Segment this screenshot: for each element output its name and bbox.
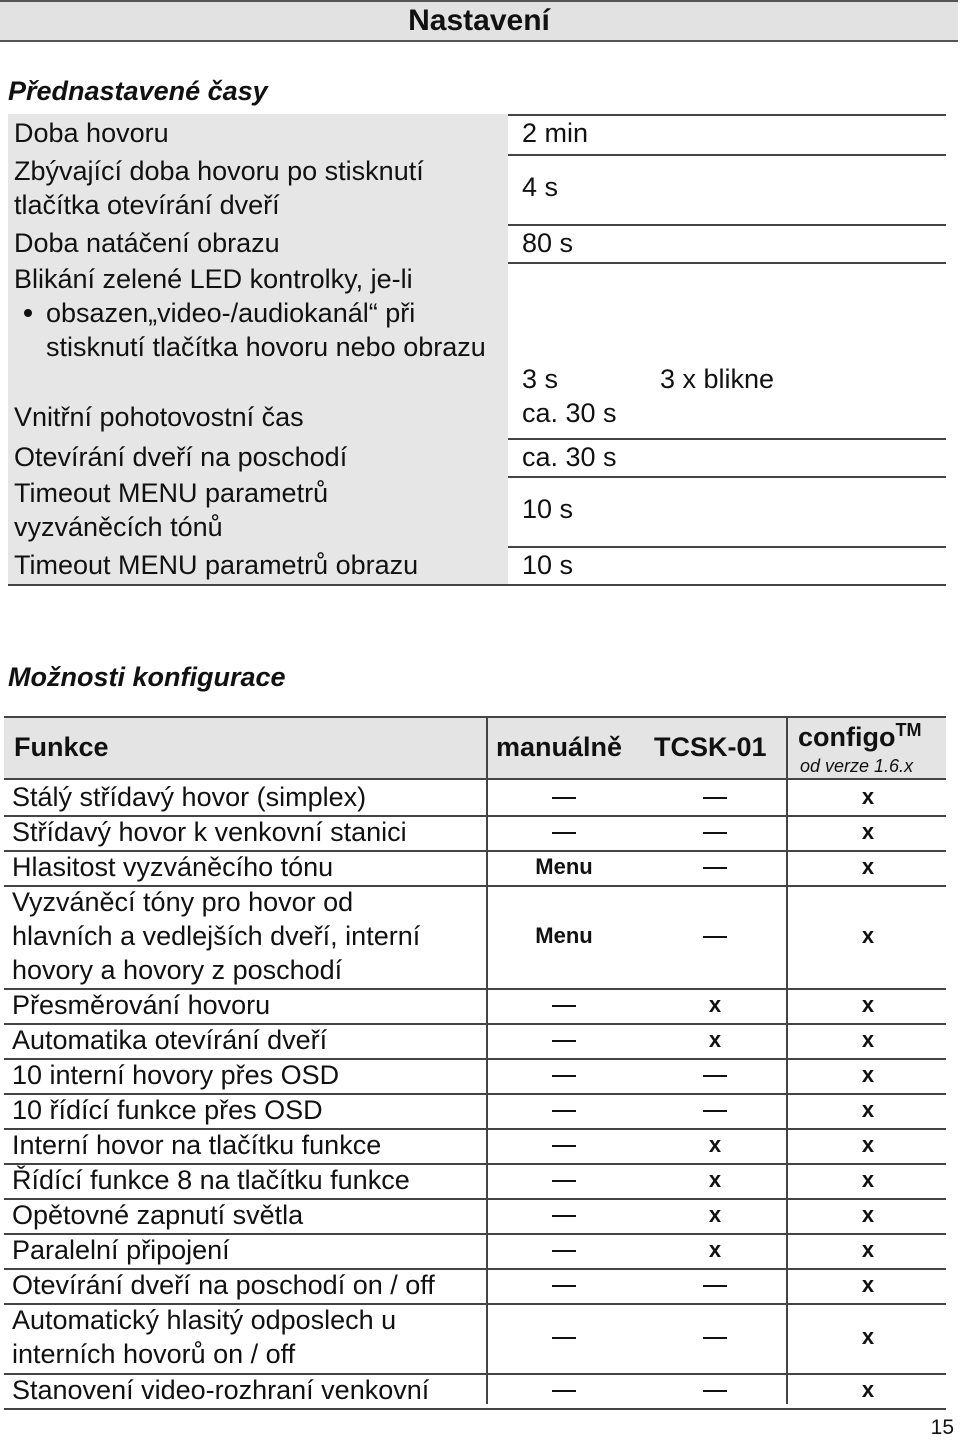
- manual-dash: [552, 1250, 576, 1252]
- tcsk-value: x: [708, 1201, 722, 1227]
- row-label-line: Timeout MENU parametrů: [14, 478, 329, 508]
- tcsk-dash: [703, 797, 727, 799]
- trademark-mark: TM: [895, 720, 922, 740]
- configuration-table: [4, 716, 946, 1404]
- row-label-line: vyzváněcích tónů: [14, 512, 223, 542]
- tcsk-dash: [703, 1337, 727, 1339]
- page-number: 15: [930, 1416, 954, 1439]
- table-row: [8, 398, 946, 440]
- header-configo: [798, 720, 921, 753]
- row-label: [12, 1058, 339, 1092]
- row-label: [12, 988, 270, 1022]
- table-row: [4, 988, 946, 1025]
- configo-value: x: [861, 922, 875, 948]
- row-label-line: 10 řídící funkce přes OSD: [12, 1095, 323, 1125]
- row-label-line: [14, 296, 504, 330]
- tcsk-dash: [703, 1075, 727, 1077]
- row-label: [14, 116, 504, 150]
- row-value: ca. 30 s: [522, 398, 617, 428]
- row-label: [12, 1198, 303, 1232]
- table-row: [4, 1198, 946, 1235]
- manual-dash: [552, 1145, 576, 1147]
- row-label-cell: [8, 546, 508, 584]
- row-label-line: stisknutí tlačítka hovoru nebo obrazu: [46, 332, 486, 362]
- manual-dash: [552, 1337, 576, 1339]
- section-title-preset-times: Přednastavené časy: [8, 76, 268, 106]
- configo-value: x: [861, 1131, 875, 1157]
- table-row: [4, 885, 946, 990]
- row-label-line: hovory a hovory z poschodí: [12, 955, 343, 985]
- row-label: [14, 440, 504, 474]
- table-row: [8, 262, 946, 398]
- row-label-cell: [8, 438, 508, 476]
- row-label: [12, 1163, 410, 1197]
- row-label-line: Otevírání dveří na poschodí: [14, 442, 348, 472]
- manual-dash: [552, 1005, 576, 1007]
- table-row: [8, 476, 946, 548]
- tcsk-dash: [703, 867, 727, 869]
- manual-dash: [552, 1390, 576, 1392]
- row-value: 3 s: [522, 364, 559, 394]
- row-label: [12, 1233, 230, 1267]
- manual-dash: [552, 1215, 576, 1217]
- manual-value: Menu: [535, 922, 593, 948]
- table-row: [4, 780, 946, 817]
- table-row: [4, 1128, 946, 1165]
- table-row: [4, 1163, 946, 1200]
- row-label-line: Stanovení video-rozhraní venkovní: [12, 1375, 430, 1405]
- manual-dash: [552, 1180, 576, 1182]
- manual-dash: [552, 1285, 576, 1287]
- tcsk-dash: [703, 1285, 727, 1287]
- row-label: [12, 885, 420, 987]
- page-title: Nastavení: [408, 4, 550, 37]
- table-row: [4, 1058, 946, 1095]
- row-label-line: Doba hovoru: [14, 118, 169, 148]
- row-label-line: Doba natáčení obrazu: [14, 228, 280, 258]
- section-title-configuration: Možnosti konfigurace: [8, 662, 286, 692]
- row-value: 2 min: [522, 118, 589, 148]
- row-label-line: Paralelní připojení: [12, 1235, 230, 1265]
- configo-value: x: [861, 783, 875, 809]
- tcsk-value: x: [708, 1131, 722, 1157]
- row-label-cell: [8, 398, 508, 438]
- table-row: [4, 850, 946, 887]
- header-manual: manuálně: [496, 732, 623, 762]
- row-label-line: Opětovné zapnutí světla: [12, 1200, 304, 1230]
- manual-value: Menu: [535, 853, 593, 879]
- table-row: [4, 1373, 946, 1410]
- column-divider-1: [486, 716, 488, 1404]
- row-label-line: Timeout MENU parametrů obrazu: [14, 550, 419, 580]
- page-header: [0, 0, 958, 42]
- tcsk-value: x: [708, 1166, 722, 1192]
- configo-value: x: [861, 1026, 875, 1052]
- table-row: [8, 154, 946, 226]
- header-configo-note: od verze 1.6.x: [800, 756, 914, 776]
- table-row: [4, 815, 946, 852]
- row-extra-note: 3 x blikne: [660, 364, 775, 394]
- configo-value: x: [861, 1324, 875, 1349]
- row-label: [12, 850, 333, 884]
- row-label-line: Řídící funkce 8 na tlačítku funkce: [12, 1165, 410, 1195]
- tcsk-value: x: [708, 991, 722, 1017]
- header-configo-label: configo: [798, 722, 896, 752]
- row-label: [14, 226, 504, 260]
- manual-dash: [552, 1075, 576, 1077]
- row-label: [14, 154, 504, 222]
- configo-value: x: [861, 1061, 875, 1087]
- row-label-line: tlačítka otevírání dveří: [14, 190, 280, 220]
- row-label-line: Automatika otevírání dveří: [12, 1025, 328, 1055]
- row-label: [12, 815, 407, 849]
- row-label: [12, 1128, 381, 1162]
- manual-dash: [552, 797, 576, 799]
- configo-value: x: [861, 1376, 875, 1402]
- configo-value: x: [861, 818, 875, 844]
- row-label: [12, 1093, 323, 1127]
- tcsk-dash: [703, 1110, 727, 1112]
- table-row: [8, 438, 946, 478]
- row-label: [12, 1023, 327, 1057]
- row-label-line: Přesměrování hovoru: [12, 990, 271, 1020]
- configo-value: x: [861, 1271, 875, 1297]
- row-label-line: 10 interní hovory přes OSD: [12, 1060, 340, 1090]
- row-label: [12, 1373, 429, 1407]
- configo-value: x: [861, 1201, 875, 1227]
- row-label-line: Stálý střídavý hovor (simplex): [12, 782, 367, 812]
- configo-value: x: [861, 853, 875, 879]
- row-label: [12, 1268, 435, 1302]
- row-label-cell: [8, 262, 508, 398]
- configo-value: x: [861, 991, 875, 1017]
- row-label-cell: [8, 114, 508, 154]
- row-label-line: Hlasitost vyzváněcího tónu: [12, 852, 334, 882]
- row-label-line: Blikání zelené LED kontrolky, je-li: [14, 264, 413, 294]
- row-label-line: hlavních a vedlejších dveří, interní: [12, 921, 421, 951]
- table-row: [4, 1233, 946, 1270]
- column-divider-2: [786, 716, 788, 1404]
- table-row: [8, 114, 946, 156]
- table-row: [8, 546, 946, 586]
- manual-dash: [552, 832, 576, 834]
- row-value: ca. 30 s: [522, 442, 617, 472]
- row-value: 10 s: [522, 550, 574, 580]
- row-label-line: Vyzváněcí tóny pro hovor od: [12, 887, 354, 917]
- row-label: [12, 1303, 396, 1371]
- row-label-line: Zbývající doba hovoru po stisknutí: [14, 156, 424, 186]
- row-label-cell: [8, 224, 508, 262]
- row-label-line: Automatický hlasitý odposlech u: [12, 1305, 397, 1335]
- table-row: [4, 1303, 946, 1375]
- configo-value: x: [861, 1236, 875, 1262]
- table-row: [4, 1023, 946, 1060]
- row-label-line: interních hovorů on / off: [12, 1339, 296, 1369]
- header-funkce: Funkce: [14, 732, 109, 762]
- row-label-line: Otevírání dveří na poschodí on / off: [12, 1270, 435, 1300]
- tcsk-dash: [703, 832, 727, 834]
- manual-dash: [552, 1040, 576, 1042]
- manual-dash: [552, 1110, 576, 1112]
- configo-value: x: [861, 1166, 875, 1192]
- row-label-cell: [8, 154, 508, 224]
- row-value: 10 s: [522, 494, 574, 524]
- tcsk-dash: [703, 1390, 727, 1392]
- table-row: [4, 1268, 946, 1305]
- table-row: [8, 224, 946, 264]
- row-label: [14, 400, 504, 434]
- row-label-line: Střídavý hovor k venkovní stanici: [12, 817, 407, 847]
- tcsk-value: x: [708, 1236, 722, 1262]
- row-label: [14, 548, 504, 582]
- row-label: [14, 476, 504, 544]
- row-label: [12, 780, 366, 814]
- row-value: 80 s: [522, 228, 574, 258]
- tcsk-value: x: [708, 1026, 722, 1052]
- row-label: [14, 262, 504, 364]
- tcsk-dash: [703, 936, 727, 938]
- row-label-line: Interní hovor na tlačítku funkce: [12, 1130, 382, 1160]
- table-header-row: [4, 718, 946, 780]
- row-label-line: Vnitřní pohotovostní čas: [14, 402, 304, 432]
- row-label-text: obsazen„video-/audiokanál“ při: [46, 298, 416, 328]
- row-value: 4 s: [522, 172, 559, 202]
- header-tcsk: TCSK-01: [654, 732, 767, 762]
- bullet-icon: [24, 309, 32, 317]
- row-label-cell: [8, 476, 508, 546]
- configo-value: x: [861, 1096, 875, 1122]
- table-row: [4, 1093, 946, 1130]
